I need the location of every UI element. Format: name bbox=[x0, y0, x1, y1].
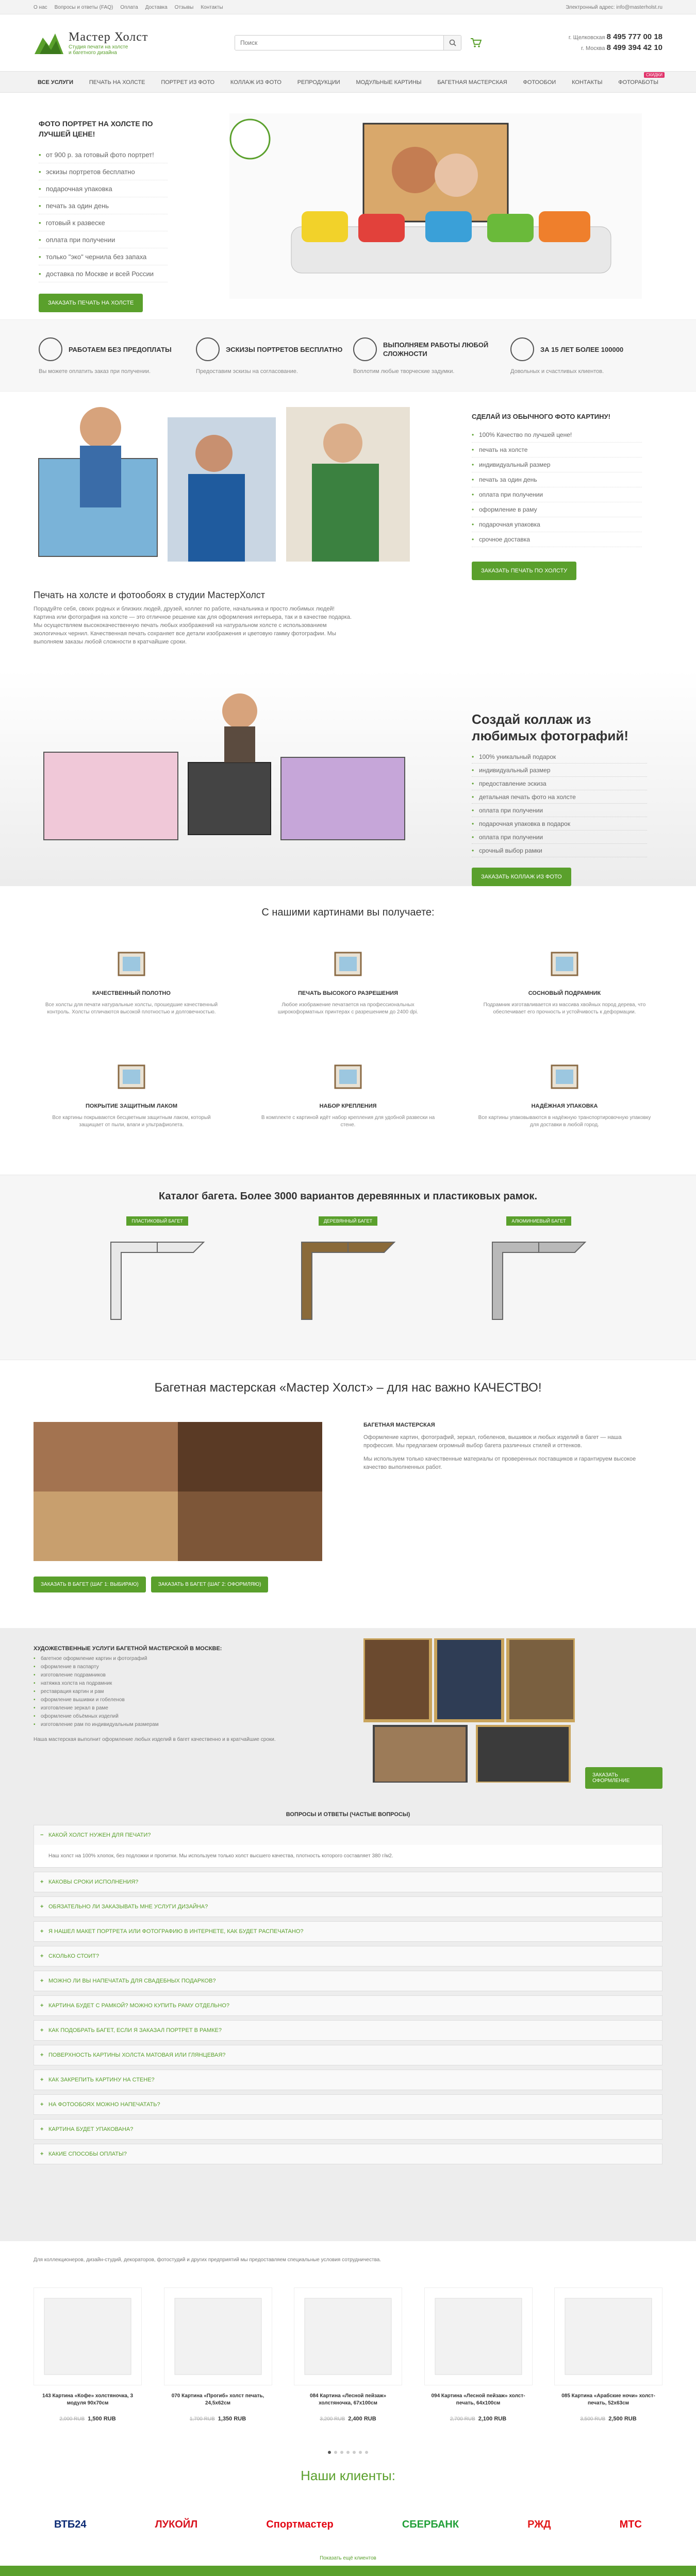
baget-catalog bbox=[0, 1175, 696, 1360]
lacquer-icon bbox=[111, 1056, 152, 1097]
features-section bbox=[0, 886, 696, 1175]
faq-question[interactable]: + КАК ПОДОБРАТЬ БАГЕТ, ЕСЛИ Я ЗАКАЗАЛ ПОРТРЕТ В РАМКЕ? bbox=[34, 2021, 662, 2040]
feature-item bbox=[250, 943, 446, 1043]
hero bbox=[0, 93, 696, 319]
collage-title: Создай коллаж из любимых фотографий! bbox=[472, 711, 629, 743]
hero-list-item: • оплата при получении bbox=[39, 231, 168, 248]
section2-order-button[interactable]: ЗАКАЗАТЬ ПЕЧАТЬ ПО ХОЛСТУ bbox=[472, 562, 576, 580]
section2-list-item: • индивидуальный размер bbox=[472, 457, 642, 472]
art-paragraph: Наша мастерская выполнит оформление любых изделий в багет качественно и в кратчайшие сроки. bbox=[34, 1737, 276, 1742]
art-services-section bbox=[0, 1628, 696, 1803]
section2-paragraph: Порадуйте себя, своих родных и близких людей, друзей, коллег по работе, начальника и просто любимых людей! Картина или фотография на холсте — это отличное решение как для оформления интерьера, так и в качестве подарка. Мы осуществляем высококачественную печать любых изображений на натуральном холсте с использованием экологичных чернил. Качественная печать сохраняет все детали изображения и цветовую гамму фотографии. Мы выполняем заказы любой сложности в кратчайшие сроки. bbox=[34, 606, 352, 645]
printer-icon bbox=[327, 943, 369, 984]
faq-item[interactable] bbox=[34, 2045, 662, 2065]
faq-item[interactable] bbox=[34, 1995, 662, 2016]
main-nav bbox=[0, 71, 696, 93]
canvas-photos-image bbox=[34, 397, 415, 572]
benefit-item bbox=[191, 337, 348, 375]
baget-badge[interactable]: ДЕРЕВЯННЫЙ БАГЕТ bbox=[319, 1216, 377, 1226]
clients-more-link[interactable]: Показать ещё клиентов bbox=[320, 2555, 376, 2561]
faq-item[interactable] bbox=[34, 2020, 662, 2041]
benefit-title: ЗА 15 ЛЕТ БОЛЕЕ 100000 bbox=[540, 345, 624, 353]
product-price: 1,350 RUB bbox=[218, 2416, 246, 2422]
product-price: 1,500 RUB bbox=[88, 2416, 116, 2422]
nav-item-label: БАГЕТНАЯ МАСТЕРСКАЯ bbox=[437, 79, 507, 86]
product-card[interactable] bbox=[294, 2287, 402, 2442]
faq-question[interactable]: + КАРТИНА БУДЕТ УПАКОВАНА? bbox=[34, 2120, 662, 2139]
workshop-section bbox=[0, 1360, 696, 1628]
client-logo-text: Спортмастер bbox=[266, 2518, 334, 2530]
faq-question[interactable]: − КАКОЙ ХОЛСТ НУЖЕН ДЛЯ ПЕЧАТИ? bbox=[34, 1825, 662, 1845]
collage-list-item: • 100% уникальный подарок bbox=[472, 750, 647, 764]
nav-item[interactable] bbox=[226, 79, 286, 86]
faq-item[interactable] bbox=[34, 2119, 662, 2140]
logo[interactable] bbox=[34, 30, 235, 56]
header bbox=[0, 14, 696, 71]
search-box bbox=[235, 35, 461, 50]
workshop-step1-button[interactable]: ЗАКАЗАТЬ В БАГЕТ (ШАГ 1: ВЫБИРАЮ) bbox=[34, 1577, 146, 1592]
feature-item bbox=[467, 943, 662, 1043]
benefit-item bbox=[505, 337, 662, 375]
art-list-item: • багетное оформление картин и фотографий bbox=[34, 1656, 333, 1664]
section2-list-item: • печать за один день bbox=[472, 472, 642, 487]
logo-subtitle-2: и багетного дизайна bbox=[69, 49, 117, 56]
canvas-icon bbox=[111, 943, 152, 984]
nav-item-label: МОДУЛЬНЫЕ КАРТИНЫ bbox=[356, 79, 422, 86]
baget-sample-image bbox=[281, 1232, 415, 1331]
contacts bbox=[569, 32, 662, 54]
collage-list-item: • предоставление эскиза bbox=[472, 777, 647, 790]
faq-item[interactable] bbox=[34, 1971, 662, 1991]
nav-item[interactable] bbox=[352, 79, 425, 86]
logo-subtitle-1: Студия печати на холсте bbox=[69, 44, 128, 50]
product-price: 2,100 RUB bbox=[478, 2416, 507, 2422]
baget-sample-image bbox=[90, 1232, 224, 1331]
topbar-link[interactable]: Оплата bbox=[120, 4, 138, 10]
hero-order-button[interactable]: ЗАКАЗАТЬ ПЕЧАТЬ НА ХОЛСТЕ bbox=[39, 294, 143, 312]
topbar-link[interactable]: Вопросы и ответы (FAQ) bbox=[54, 4, 113, 10]
logo-title: Мастер Холст bbox=[69, 30, 148, 44]
products-intro: Для коллекционеров, дизайн-студий, декораторов, фотостудий и других предприятий мы предоставляем специальные условия сотрудничества. bbox=[34, 2257, 382, 2263]
faq-question[interactable]: + МОЖНО ЛИ ВЫ НАПЕЧАТАТЬ ДЛЯ СВАДЕБНЫХ ПОДАРКОВ? bbox=[34, 1971, 662, 1991]
client-logo bbox=[266, 2519, 333, 2531]
collage-list-item: • подарочная упаковка в подарок bbox=[472, 817, 647, 831]
section2-list-item: • оформление в раму bbox=[472, 502, 642, 517]
section2-list-item: • срочное доставка bbox=[472, 532, 642, 547]
collage-section bbox=[0, 670, 696, 886]
footer bbox=[0, 2566, 696, 2576]
workshop-step2-button[interactable]: ЗАКАЗАТЬ В БАГЕТ (ШАГ 2: ОФОРМЛЯЮ) bbox=[151, 1577, 269, 1592]
art-order-button[interactable]: ЗАКАЗАТЬ ОФОРМЛЕНИЕ bbox=[585, 1767, 662, 1789]
baget-badge[interactable]: АЛЮМИНИЕВЫЙ БАГЕТ bbox=[506, 1216, 571, 1226]
workshop-image bbox=[34, 1422, 322, 1561]
hero-title: ФОТО ПОРТРЕТ НА ХОЛСТЕ ПО ЛУЧШЕЙ ЦЕНЕ! bbox=[39, 120, 153, 138]
faq-question[interactable]: + НА ФОТООБОЯХ МОЖНО НАПЕЧАТАТЬ? bbox=[34, 2095, 662, 2114]
baget-column[interactable] bbox=[90, 1216, 224, 1331]
hero-list-item: • подарочная упаковка bbox=[39, 180, 168, 197]
baget-column[interactable] bbox=[472, 1216, 606, 1331]
baget-badge[interactable]: ПЛАСТИКОВЫЙ БАГЕТ bbox=[126, 1216, 188, 1226]
art-list-item: • изготовление зеркал в раме bbox=[34, 1705, 333, 1714]
benefit-title: ВЫПОЛНЯЕМ РАБОТЫ ЛЮБОЙ СЛОЖНОСТИ bbox=[383, 341, 489, 358]
feature-text: Любое изображение печатается на профессиональных широкоформатных принтерах с разрешением до 2400 dpi. bbox=[277, 1002, 419, 1015]
faq-item[interactable] bbox=[34, 1825, 662, 1868]
products-section bbox=[34, 2241, 662, 2463]
benefit-icon bbox=[353, 337, 377, 361]
client-logo-text: ЛУКОЙЛ bbox=[155, 2518, 198, 2530]
benefit-text: Вы можете оплатить заказ при получении. bbox=[39, 368, 151, 375]
section2-list-title: СДЕЛАЙ ИЗ ОБЫЧНОГО ФОТО КАРТИНУ! bbox=[472, 413, 610, 420]
product-old-price: 2,000 RUB bbox=[59, 2416, 85, 2422]
product-old-price: 3,200 RUB bbox=[320, 2416, 345, 2422]
product-card[interactable] bbox=[554, 2287, 662, 2442]
feature-text: Все картины упаковываются в надёжную транспортировочную упаковку для доставки в любой город. bbox=[478, 1115, 651, 1128]
workshop-paragraph-2: Мы используем только качественные материалы от проверенных поставщиков и гарантируем высокое качество выполненных работ. bbox=[363, 1456, 636, 1470]
art-list-item: • реставрация картин и рам bbox=[34, 1689, 333, 1697]
product-card[interactable] bbox=[424, 2287, 533, 2442]
topbar-link[interactable]: О нас bbox=[34, 4, 47, 10]
nav-item-label: ВСЕ УСЛУГИ bbox=[38, 79, 74, 86]
topbar-link[interactable]: Контакты bbox=[201, 4, 223, 10]
product-card[interactable] bbox=[34, 2287, 142, 2442]
nav-badge: СКИДКИ bbox=[644, 72, 665, 78]
client-logo bbox=[54, 2519, 87, 2531]
faq-title: ВОПРОСЫ И ОТВЕТЫ (ЧАСТЫЕ ВОПРОСЫ) bbox=[286, 1811, 410, 1818]
hero-list-item: • от 900 р. за готовый фото портрет! bbox=[39, 146, 168, 163]
faq-question[interactable]: + КАРТИНА БУДЕТ С РАМКОЙ? МОЖНО КУПИТЬ РАМУ ОТДЕЛЬНО? bbox=[34, 1996, 662, 2015]
art-gallery-image bbox=[363, 1638, 575, 1783]
photo-to-canvas-section bbox=[0, 392, 696, 670]
faq-question[interactable]: + КАКИЕ СПОСОБЫ ОПЛАТЫ? bbox=[34, 2144, 662, 2164]
art-list-item: • оформление вышивки и гобеленов bbox=[34, 1697, 333, 1705]
nav-item-label: КОНТАКТЫ bbox=[572, 79, 603, 86]
phone-2[interactable]: 8 499 394 42 10 bbox=[606, 43, 662, 52]
benefit-item bbox=[348, 337, 505, 375]
carousel-dots[interactable] bbox=[34, 2442, 662, 2463]
client-logo bbox=[527, 2519, 551, 2531]
art-list-item: • натяжка холста на подрамник bbox=[34, 1681, 333, 1689]
hanging-kit-icon bbox=[327, 1056, 369, 1097]
faq-item[interactable] bbox=[34, 1946, 662, 1967]
client-logo-text: РЖД bbox=[527, 2518, 551, 2530]
frame-icon bbox=[544, 943, 585, 984]
feature-title: НАДЁЖНАЯ УПАКОВКА bbox=[531, 1103, 598, 1109]
feature-title: ПОКРЫТИЕ ЗАЩИТНЫМ ЛАКОМ bbox=[86, 1103, 177, 1109]
features-title: С нашими картинами вы получаете: bbox=[261, 907, 435, 918]
phone-1[interactable]: 8 495 777 00 18 bbox=[606, 32, 662, 41]
product-image[interactable] bbox=[554, 2287, 662, 2385]
feature-title: КАЧЕСТВЕННЫЙ ПОЛОТНО bbox=[92, 990, 171, 996]
collage-list-item: • оплата при получении bbox=[472, 831, 647, 844]
product-price: 2,400 RUB bbox=[348, 2416, 376, 2422]
faq-answer: Наш холст на 100% хлопок, без подложки и пропитки. Мы используем только холст высшего качества, плотность которого составляет 380 г/м2. bbox=[48, 1853, 393, 1859]
nav-item-label: ФОТООБОИ bbox=[523, 79, 556, 86]
collage-list-item: • оплата при получении bbox=[472, 804, 647, 817]
cart-icon[interactable] bbox=[467, 35, 485, 50]
feature-text: Подрамник изготавливается из массива хвойных пород дерева, что обеспечивает его прочность и устойчивость к деформации. bbox=[483, 1002, 646, 1015]
contact-label-1: г. Щелковская bbox=[568, 35, 605, 41]
feature-item bbox=[34, 943, 229, 1043]
client-logo bbox=[402, 2519, 459, 2531]
hero-image bbox=[229, 113, 642, 299]
faq-item[interactable] bbox=[34, 2144, 662, 2164]
faq-question[interactable]: + ПОВЕРХНОСТЬ КАРТИНЫ ХОЛСТА МАТОВАЯ ИЛИ ГЛЯНЦЕВАЯ? bbox=[34, 2045, 662, 2065]
benefit-text: Довольных и счастливых клиентов. bbox=[510, 368, 604, 375]
hero-list-item: • доставка по Москве и всей России bbox=[39, 265, 168, 282]
section2-list-item: • печать на холсте bbox=[472, 443, 642, 457]
faq-item[interactable] bbox=[34, 1921, 662, 1942]
collage-image bbox=[34, 685, 436, 860]
faq-question[interactable]: + ОБЯЗАТЕЛЬНО ЛИ ЗАКАЗЫВАТЬ МНЕ УСЛУГИ ДИЗАЙНА? bbox=[34, 1897, 662, 1917]
nav-item-label: КОЛЛАЖ ИЗ ФОТО bbox=[230, 79, 281, 86]
nav-item[interactable] bbox=[34, 79, 77, 86]
nav-item[interactable] bbox=[433, 79, 511, 86]
feature-item bbox=[34, 1056, 229, 1156]
benefit-title: ЭСКИЗЫ ПОРТРЕТОВ БЕСПЛАТНО bbox=[226, 345, 343, 353]
clients-title: Наши клиенты: bbox=[301, 2468, 395, 2483]
product-card[interactable] bbox=[164, 2287, 272, 2442]
collage-list-item: • индивидуальный размер bbox=[472, 764, 647, 777]
topbar bbox=[0, 0, 696, 14]
product-title[interactable]: 085 Картина «Арабские ночи» холст-печать, 52x63см bbox=[561, 2393, 655, 2406]
package-icon bbox=[544, 1056, 585, 1097]
client-logo bbox=[155, 2519, 198, 2531]
collage-list-item: • детальная печать фото на холсте bbox=[472, 790, 647, 804]
faq-question[interactable]: + СКОЛЬКО СТОИТ? bbox=[34, 1946, 662, 1966]
product-title[interactable]: 084 Картина «Лесной пейзаж» холстяночка, 67x100см bbox=[309, 2393, 387, 2406]
section2-list-item: • оплата при получении bbox=[472, 487, 642, 502]
baget-column[interactable] bbox=[281, 1216, 415, 1331]
nav-item[interactable] bbox=[614, 73, 662, 86]
logo-mark bbox=[34, 30, 64, 55]
hero-list-item: • готовый к развеске bbox=[39, 214, 168, 231]
contact-label-2: г. Москва bbox=[581, 45, 605, 52]
product-old-price: 3,500 RUB bbox=[580, 2416, 606, 2422]
section2-heading: Печать на холсте и фотообоях в студии МастерХолст bbox=[34, 590, 265, 600]
product-image[interactable] bbox=[294, 2287, 402, 2385]
feature-text: Все холсты для печати натуральные холсты, прошедшие качественный контроль. Холсты отличаются высокой плотностью и долговечностью. bbox=[45, 1002, 218, 1015]
client-logo-text: ВТБ24 bbox=[54, 2518, 87, 2530]
workshop-paragraph-1: Оформление картин, фотографий, зеркал, гобеленов, вышивок и любых изделий в багет — наша профессия. Мы предлагаем огромный выбор багета различных стилей и оттенков. bbox=[363, 1434, 622, 1449]
nav-item[interactable] bbox=[85, 79, 150, 86]
faq-section bbox=[0, 1803, 696, 2241]
art-list-item: • оформление в паспарту bbox=[34, 1664, 333, 1672]
client-logo-text: СБЕРБАНК bbox=[402, 2518, 459, 2530]
workshop-subtitle: БАГЕТНАЯ МАСТЕРСКАЯ bbox=[363, 1422, 435, 1428]
topbar-link[interactable]: Доставка bbox=[145, 4, 168, 10]
art-title: ХУДОЖЕСТВЕННЫЕ УСЛУГИ БАГЕТНОЙ МАСТЕРСКОЙ В МОСКВЕ: bbox=[34, 1646, 222, 1652]
section2-list-item: • 100% Качество по лучшей цене! bbox=[472, 428, 642, 443]
faq-question[interactable]: + КАК ЗАКРЕПИТЬ КАРТИНУ НА СТЕНЕ? bbox=[34, 2070, 662, 2090]
benefit-icon bbox=[510, 337, 534, 361]
nav-item-label: ПОРТРЕТ ИЗ ФОТО bbox=[161, 79, 215, 86]
feature-text: В комплекте с картиной идёт набор крепления для удобной развески на стене. bbox=[261, 1115, 435, 1128]
nav-item-label: РЕПРОДУКЦИИ bbox=[297, 79, 340, 86]
feature-item bbox=[467, 1056, 662, 1156]
art-list-item: • изготовление рам по индивидуальным размерам bbox=[34, 1722, 333, 1730]
art-list-item: • оформление объёмных изделий bbox=[34, 1714, 333, 1722]
faq-item[interactable] bbox=[34, 2094, 662, 2115]
baget-sample-image bbox=[472, 1232, 606, 1331]
hero-list-item: • только "эко" чернила без запаха bbox=[39, 248, 168, 265]
section2-list-item: • подарочная упаковка bbox=[472, 517, 642, 532]
feature-item bbox=[250, 1056, 446, 1156]
product-title[interactable]: 070 Картина «Прогиб» холст печать, 24,5x62см bbox=[171, 2393, 264, 2406]
product-image[interactable] bbox=[424, 2287, 533, 2385]
feature-title: СОСНОВЫЙ ПОДРАМНИК bbox=[528, 990, 601, 996]
product-title[interactable]: 094 Картина «Лесной пейзаж» холст-печать, 64x100см bbox=[431, 2393, 525, 2406]
nav-item[interactable] bbox=[157, 79, 219, 86]
product-old-price: 1,700 RUB bbox=[189, 2416, 215, 2422]
collage-list-item: • срочный выбор рамки bbox=[472, 844, 647, 857]
faq-question[interactable]: + Я НАШЕЛ МАКЕТ ПОРТРЕТА ИЛИ ФОТОГРАФИЮ В ИНТЕРНЕТЕ, КАК БУДЕТ РАСПЕЧАТАНО? bbox=[34, 1922, 662, 1941]
search-icon[interactable] bbox=[443, 36, 461, 50]
nav-item[interactable] bbox=[293, 79, 344, 86]
faq-question[interactable]: + КАКОВЫ СРОКИ ИСПОЛНЕНИЯ? bbox=[34, 1872, 662, 1892]
hero-list-item: • печать за один день bbox=[39, 197, 168, 214]
topbar-link[interactable]: Отзывы bbox=[174, 4, 194, 10]
benefit-title: РАБОТАЕМ БЕЗ ПРЕДОПЛАТЫ bbox=[69, 345, 172, 353]
search-input[interactable] bbox=[235, 36, 443, 50]
product-price: 2,500 RUB bbox=[608, 2416, 637, 2422]
feature-title: НАБОР КРЕПЛЕНИЯ bbox=[319, 1103, 377, 1109]
product-title[interactable]: 143 Картина «Кофе» холстяночка, 3 модуля 90x70см bbox=[42, 2393, 134, 2406]
faq-item[interactable] bbox=[34, 2070, 662, 2090]
clients-section bbox=[0, 2463, 696, 2566]
benefit-icon bbox=[39, 337, 62, 361]
benefit-text: Воплотим любые творческие задумки. bbox=[353, 368, 455, 375]
feature-title: ПЕЧАТЬ ВЫСОКОГО РАЗРЕШЕНИЯ bbox=[298, 990, 398, 996]
benefit-text: Предоставим эскизы на согласование. bbox=[196, 368, 298, 375]
workshop-title: Багетная мастерская «Мастер Холст» – для нас важно КАЧЕСТВО! bbox=[154, 1381, 542, 1395]
hero-list-item: • эскизы портретов бесплатно bbox=[39, 163, 168, 180]
collage-order-button[interactable]: ЗАКАЗАТЬ КОЛЛАЖ ИЗ ФОТО bbox=[472, 868, 571, 886]
client-logo-text: МТС bbox=[619, 2518, 642, 2530]
product-image[interactable] bbox=[164, 2287, 272, 2385]
product-old-price: 2,700 RUB bbox=[450, 2416, 475, 2422]
benefit-item bbox=[34, 337, 191, 375]
client-logo bbox=[620, 2519, 642, 2531]
nav-item-label: ПЕЧАТЬ НА ХОЛСТЕ bbox=[89, 79, 145, 86]
product-image[interactable] bbox=[34, 2287, 142, 2385]
benefit-icon bbox=[196, 337, 220, 361]
nav-item-label: ФОТОРАБОТЫ bbox=[618, 79, 658, 86]
baget-title: Каталог багета. Более 3000 вариантов деревянных и пластиковых рамок. bbox=[158, 1191, 537, 1202]
feature-text: Все картины покрываются бесцветным защитным лаком, который защищает от пыли, влаги и ультрафиолета. bbox=[52, 1115, 211, 1128]
benefits-strip bbox=[0, 319, 696, 392]
faq-item[interactable] bbox=[34, 1872, 662, 1892]
faq-item[interactable] bbox=[34, 1896, 662, 1917]
nav-item[interactable] bbox=[568, 79, 606, 86]
art-list-item: • изготовление подрамников bbox=[34, 1672, 333, 1681]
topbar-email[interactable]: Электронный адрес: info@masterholst.ru bbox=[566, 4, 662, 10]
nav-item[interactable] bbox=[519, 79, 560, 86]
